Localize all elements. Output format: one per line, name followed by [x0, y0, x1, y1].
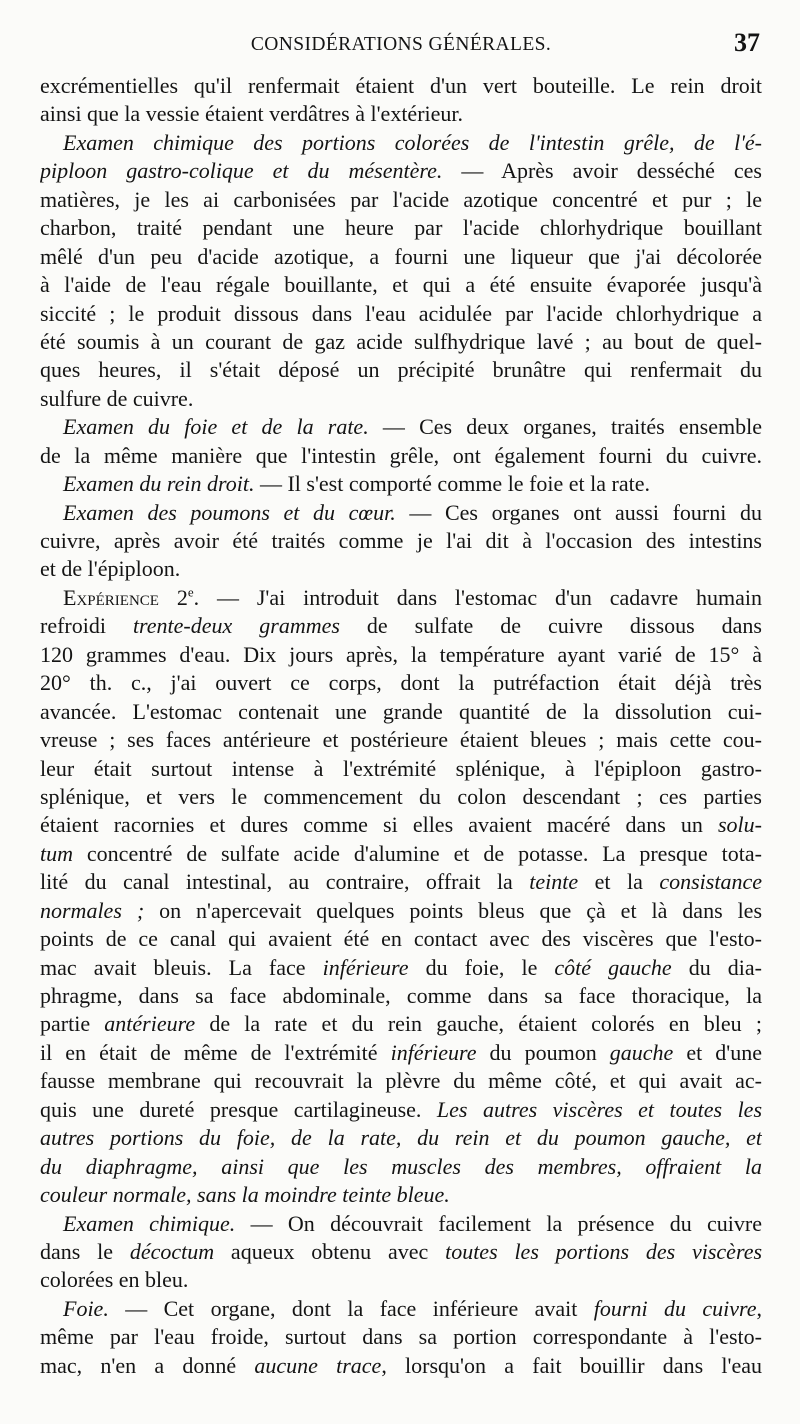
text-line [40, 470, 762, 498]
text-span: phragme, dans sa face abdominale, comme dans sa face thoracique, la [40, 983, 762, 1008]
text-line [40, 186, 762, 214]
italic-text: inférieure [322, 954, 409, 980]
italic-text: solu- [718, 812, 762, 838]
text-span: 2 [158, 584, 188, 610]
text-line [40, 157, 762, 185]
italic-text: teinte [529, 869, 579, 895]
italic-text: consistance [659, 869, 762, 895]
text-line [40, 925, 762, 953]
text-line [40, 755, 762, 783]
text-line [40, 129, 762, 157]
text-span: splénique, et vers le commencement du colon descendant ; ces parties [40, 783, 762, 809]
text-line [40, 868, 762, 896]
text-span: matières, je les ai carbonisées par l'acide azotique concentré et pur ; le [40, 186, 762, 212]
italic-text: normales ; [40, 897, 145, 923]
text-span: aqueux obtenu avec [214, 1238, 446, 1264]
text-line [40, 1352, 762, 1380]
text-line [40, 698, 762, 726]
italic-text: côté gauche [554, 954, 672, 980]
text-line [40, 726, 762, 754]
text-line [40, 584, 762, 612]
text-span: e [187, 584, 194, 600]
text-line [40, 1323, 762, 1351]
text-span: colorées en bleu. [40, 1267, 189, 1293]
text-line [40, 1210, 762, 1238]
text-line [40, 612, 762, 640]
text-line [40, 669, 762, 697]
text-span: , lorsqu'on a fait bouillir dans l'eau [381, 1352, 762, 1378]
italic-text: toutes les portions des viscères [445, 1238, 762, 1264]
italic-text: trente-deux grammes [132, 613, 340, 639]
text-span: avancée. L'estomac contenait une grande quantité de la dissolution cui- [40, 698, 762, 724]
text-span: il en était de même de l'extrémité [40, 1039, 391, 1065]
text-span: excrémentielles qu'il renfermait étaient d'un vert bouteille. Le rein droit [40, 73, 762, 98]
text-line [40, 555, 762, 583]
italic-text: Foie. [63, 1295, 109, 1321]
text-line [40, 356, 762, 384]
text-span: du dia- [671, 954, 762, 980]
text-span: étaient racornies et dures comme si elles avaient macéré dans un [40, 812, 718, 838]
text-span: de sulfate de cuivre dissous dans [339, 613, 762, 639]
text-span: mac avait bleuis. La face [40, 954, 323, 980]
text-line [40, 1124, 762, 1152]
italic-text: Examen chimique des portions colorées de l'intestin grêle, de l'é- [63, 129, 762, 155]
text-line [40, 954, 762, 982]
text-span: du foie, le [408, 954, 555, 980]
text-span: ques heures, il s'était déposé un précipité brunâtre qui renfermait du [40, 357, 762, 383]
text-span: à l'aide de l'eau régale bouillante, et qui a été ensuite évaporée jusqu'à [40, 272, 762, 298]
text-line [40, 243, 762, 271]
text-span: 20° th. c., j'ai ouvert ce corps, dont la putréfaction était déjà très [40, 670, 762, 696]
text-span: lité du canal intestinal, au contraire, offrait la [40, 869, 530, 895]
text-span: sulfure de cuivre. [40, 385, 194, 411]
text-span: — Après avoir desséché ces [442, 158, 762, 184]
body-text [40, 72, 762, 1380]
text-line [40, 840, 762, 868]
italic-text: Examen du rein droit. [63, 471, 255, 497]
text-line [40, 300, 762, 328]
text-span: vreuse ; ses faces antérieure et postérieure étaient bleues ; mais cette cou- [40, 727, 762, 753]
text-line [40, 811, 762, 839]
text-line [40, 72, 762, 100]
text-line [40, 100, 762, 128]
text-span: — Ces organes ont aussi fourni du [395, 499, 762, 525]
text-line [40, 328, 762, 356]
italic-text: fourni du cuivre [593, 1295, 757, 1321]
text-line [40, 527, 762, 555]
text-span: points de ce canal qui avaient été en contact avec des viscères que l'esto- [40, 926, 762, 952]
text-span: refroidi [40, 613, 133, 639]
text-span: et la [578, 869, 660, 895]
text-span: été soumis à un courant de gaz acide sulfhydrique lavé ; au bout de quel- [40, 328, 762, 354]
italic-text: tum [40, 840, 73, 866]
italic-text: autres portions du foie, de la rate, du rein et du poumon gauche, et [40, 1125, 762, 1151]
italic-text: couleur normale, sans la moindre teinte bleue. [40, 1182, 450, 1208]
text-line [40, 499, 762, 527]
text-line [40, 641, 762, 669]
text-span: quis une dureté presque cartilagineuse. [40, 1096, 437, 1122]
text-line [40, 214, 762, 242]
text-span: Expérience [63, 584, 159, 610]
italic-text: gauche [609, 1039, 674, 1065]
text-span: et de l'épiploon. [40, 556, 181, 582]
italic-text: Les autres viscères et toutes les [436, 1096, 762, 1122]
text-line [40, 1010, 762, 1038]
italic-text: aucune trace [254, 1352, 382, 1378]
text-line [40, 271, 762, 299]
running-header [40, 0, 762, 58]
text-span: partie [40, 1011, 105, 1037]
italic-text: Examen du foie et de la rate. [63, 414, 369, 440]
text-span: — On découvrait facilement la présence du cuivre [235, 1210, 762, 1236]
text-span: de la rate et du rein gauche, étaient colorés en bleu ; [195, 1011, 762, 1037]
text-line [40, 1067, 762, 1095]
page-number: 37 [734, 28, 760, 57]
text-line [40, 1096, 762, 1124]
italic-text: inférieure [390, 1039, 477, 1065]
text-line [40, 897, 762, 925]
italic-text: Examen des poumons et du cœur. [63, 499, 396, 525]
text-span: charbon, traité pendant une heure par l'acide chlorhydrique bouillant [40, 215, 762, 241]
text-span: on n'apercevait quelques points bleus que çà et là dans les [144, 897, 762, 923]
text-line [40, 1153, 762, 1181]
running-title: CONSIDÉRATIONS GÉNÉRALES. [250, 34, 552, 55]
text-span: de la même manière que l'intestin grêle, ont également fourni du cuivre. [40, 442, 762, 468]
italic-text: piploon gastro-colique et du mésentère. [40, 158, 443, 184]
text-span: . — J'ai introduit dans l'estomac d'un cadavre humain [193, 584, 762, 610]
text-span: fausse membrane qui recouvrait la plèvre du même côté, et qui avait ac- [40, 1068, 762, 1094]
italic-text: antérieure [104, 1011, 196, 1037]
text-span: — Ces deux organes, traités ensemble [368, 414, 762, 440]
text-line [40, 982, 762, 1010]
text-span: ainsi que la vessie étaient verdâtres à l'extérieur. [40, 101, 464, 127]
italic-text: Examen chimique. [63, 1210, 236, 1236]
italic-text: décoctum [129, 1238, 215, 1264]
italic-text: du diaphragme, ainsi que les muscles des membres, offraient la [40, 1153, 762, 1179]
text-line [40, 1039, 762, 1067]
text-line [40, 413, 762, 441]
text-span: , [756, 1295, 762, 1321]
text-span: mêlé d'un peu d'acide azotique, a fourni une liqueur que j'ai décolorée [40, 243, 762, 269]
text-line [40, 1238, 762, 1266]
text-line [40, 783, 762, 811]
text-span: — Cet organe, dont la face inférieure avait [108, 1295, 594, 1321]
text-span: siccité ; le produit dissous dans l'eau acidulée par l'acide chlorhydrique a [40, 300, 762, 326]
text-span: mac, n'en a donné [40, 1352, 255, 1378]
text-line [40, 1181, 762, 1209]
text-span: 120 grammes d'eau. Dix jours après, la température ayant varié de 15° à [40, 641, 762, 667]
text-span: — Il s'est comporté comme le foie et la rate. [254, 471, 650, 497]
text-line [40, 1295, 762, 1323]
text-span: du poumon [476, 1039, 610, 1065]
text-span: dans le [40, 1238, 130, 1264]
text-line [40, 385, 762, 413]
text-line [40, 442, 762, 470]
text-span: leur était surtout intense à l'extrémité splénique, à l'épiploon gastro- [40, 755, 762, 781]
text-span: concentré de sulfate acide d'alumine et de potasse. La presque tota- [73, 840, 762, 866]
text-span: même par l'eau froide, surtout dans sa portion correspondante à l'esto- [40, 1324, 762, 1350]
text-span: et d'une [673, 1039, 762, 1065]
text-span: cuivre, après avoir été traités comme je l'ai dit à l'occasion des intestins [40, 528, 762, 553]
text-line [40, 1266, 762, 1294]
